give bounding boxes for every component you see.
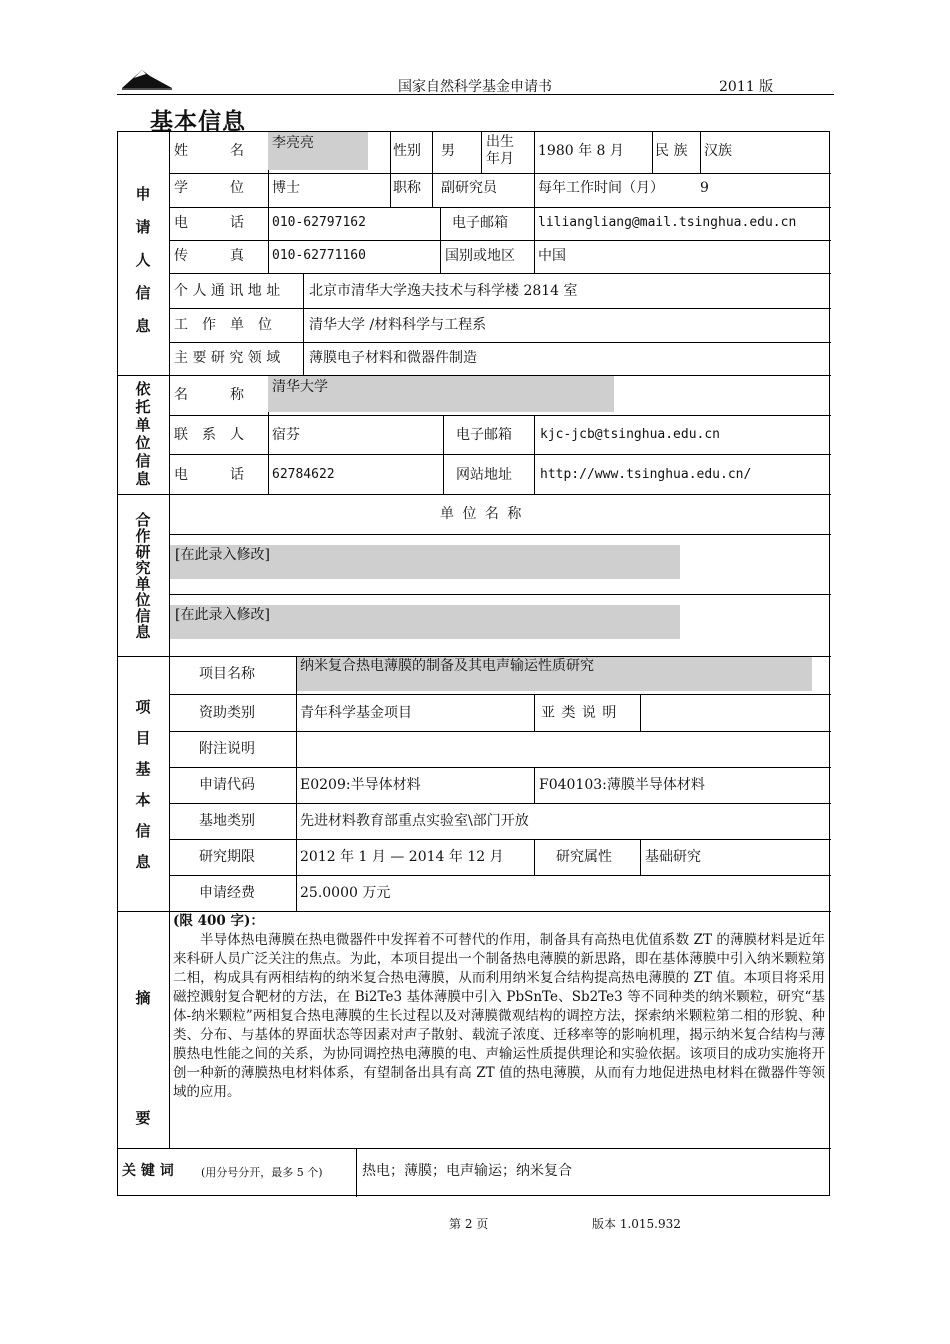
cooperation-header: 单 位 名 称 xyxy=(440,506,524,522)
institution-email-label: 电子邮箱 xyxy=(456,427,512,443)
applicant-unit-label: 工 作 单 位 xyxy=(174,317,272,333)
cooperation-row-1[interactable]: [在此录入修改] xyxy=(175,547,270,563)
project-fund-field[interactable]: 25.0000 万元 xyxy=(300,885,391,901)
institution-contact-label: 联 系 人 xyxy=(174,427,244,443)
footer-version: 版本 1.015.932 xyxy=(592,1217,681,1231)
applicant-country-field[interactable]: 中国 xyxy=(538,248,566,264)
project-code2-field[interactable]: F040103:薄膜半导体材料 xyxy=(539,777,705,793)
footer-page: 第 2 页 xyxy=(449,1217,489,1231)
project-period-label: 研究期限 xyxy=(199,849,255,865)
institution-phone-label: 电 话 xyxy=(174,467,244,483)
institution-contact-field[interactable]: 宿芬 xyxy=(272,427,300,443)
applicant-gender-field[interactable]: 男 xyxy=(441,143,455,159)
applicant-email-field[interactable]: liliangliang@mail.tsinghua.edu.cn xyxy=(538,215,797,230)
project-code-label: 申请代码 xyxy=(199,777,255,793)
project-type-label: 资助类别 xyxy=(199,705,255,721)
abstract-limit: (限 400 字)： xyxy=(173,913,264,929)
keywords-label: 关 键 词 xyxy=(122,1163,174,1179)
cooperation-row-2[interactable]: [在此录入修改] xyxy=(175,607,270,623)
section-applicant-text: 申 请 人 信 息 xyxy=(135,185,151,335)
project-note-label: 附注说明 xyxy=(199,741,255,757)
applicant-address-label: 个 人 通 讯 地 址 xyxy=(174,283,281,299)
section-cooperation-label xyxy=(131,512,155,640)
section-abstract-text: 摘 要 xyxy=(135,989,151,1127)
applicant-field-label: 主 要 研 究 领 域 xyxy=(174,350,281,366)
keywords-field[interactable]: 热电；薄膜；电声输运；纳米复合 xyxy=(362,1163,572,1179)
applicant-phone-label: 电 话 xyxy=(174,215,244,231)
section-project-label xyxy=(131,692,155,878)
institution-web-field[interactable]: http://www.tsinghua.edu.cn/ xyxy=(540,467,752,482)
institution-name-field[interactable]: 清华大学 xyxy=(272,379,328,395)
institution-email-field[interactable]: kjc-jcb@tsinghua.edu.cn xyxy=(540,427,721,442)
project-name-field[interactable]: 纳米复合热电薄膜的制备及其电声输运性质研究 xyxy=(300,658,594,674)
page-title: 基本信息 xyxy=(150,109,246,135)
project-attr-label: 研究属性 xyxy=(556,849,612,865)
header-title: 国家自然科学基金申请书 xyxy=(398,79,552,95)
project-type-field[interactable]: 青年科学基金项目 xyxy=(300,705,412,721)
applicant-birth-label: 出生年月 xyxy=(486,134,514,167)
project-name-label: 项目名称 xyxy=(199,666,255,682)
institution-name-label: 名 称 xyxy=(174,387,244,403)
project-code1-field[interactable]: E0209:半导体材料 xyxy=(300,777,421,793)
project-attr-field[interactable]: 基础研究 xyxy=(645,849,701,865)
keywords-hint: (用分号分开，最多 5 个) xyxy=(201,1166,323,1179)
applicant-address-field[interactable]: 北京市清华大学逸夫技术与科学楼 2814 室 xyxy=(309,283,578,299)
project-base-field[interactable]: 先进材料教育部重点实验室\部门开放 xyxy=(300,813,529,829)
applicant-country-label: 国别或地区 xyxy=(445,248,515,264)
institution-phone-field[interactable]: 62784622 xyxy=(272,467,335,482)
applicant-ethnic-field[interactable]: 汉族 xyxy=(704,143,732,159)
applicant-name-label: 姓 名 xyxy=(174,143,244,159)
applicant-phone-field[interactable]: 010-62797162 xyxy=(272,215,366,230)
applicant-name-field[interactable]: 李亮亮 xyxy=(272,135,314,151)
applicant-ethnic-label: 民 族 xyxy=(655,143,688,159)
section-abstract-label xyxy=(131,938,155,1178)
project-period-field[interactable]: 2012 年 1 月 — 2014 年 12 月 xyxy=(300,849,504,865)
applicant-fax-field[interactable]: 010-62771160 xyxy=(272,248,366,263)
project-subtype-label: 亚 类 说 明 xyxy=(541,705,618,721)
applicant-degree-label: 学 位 xyxy=(174,180,244,196)
header-rule xyxy=(117,94,834,95)
abstract-block[interactable] xyxy=(173,912,825,1102)
section-institution-label xyxy=(131,380,155,488)
project-fund-label: 申请经费 xyxy=(199,885,255,901)
nsfc-logo-icon xyxy=(120,60,174,92)
applicant-birth-field[interactable]: 1980 年 8 月 xyxy=(538,143,624,159)
applicant-unit-field[interactable]: 清华大学 /材料科学与工程系 xyxy=(309,317,487,333)
section-project-text: 项 目 基 本 信 息 xyxy=(135,698,151,871)
abstract-text: 半导体热电薄膜在热电微器件中发挥着不可替代的作用，制备具有高热电优值系数 ZT 的薄膜材料是近年来科研人员广泛关注的焦点。为此，本项目提出一个制备热电薄膜的新思路，即在基体薄膜中引入纳米颗粒第二相，构成具有两相结构的纳米复合热电薄膜，从而利用纳米复合结构提高热电薄膜的 ZT 值。本项目将采用磁控溅射复合靶材的方法，在 Bi2Te3 基体薄膜中引入 PbSnTe、Sb2Te3 等不同种类的纳米颗粒，研究“基体-纳米颗粒”两相复合热电薄膜的生长过程以及对薄膜微观结构的调控方法，探索纳米颗粒第二相的形貌、种类、分布、与基体的界面状态等因素对声子散射、载流子浓度、迁移率等的影响机理，揭示纳米复合结构与薄膜热电性能之间的关系，为协同调控热电薄膜的电、声输运性质提供理论和实验依据。该项目的成功实施将开创一种新的薄膜热电材料体系，有望制备出具有高 ZT 值的热电薄膜，从而有力地促进热电材料在微器件等领域的应用。 xyxy=(173,932,825,1100)
section-cooperation-text: 合 作 研 究 单 位 信 息 xyxy=(135,511,151,641)
project-base-label: 基地类别 xyxy=(199,813,255,829)
section-institution-text: 依 托 单 位 信 息 xyxy=(135,380,151,488)
applicant-email-label: 电子邮箱 xyxy=(452,215,508,231)
institution-web-label: 网站地址 xyxy=(456,467,512,483)
applicant-field-field[interactable]: 薄膜电子材料和微器件制造 xyxy=(309,350,477,366)
applicant-worktime-label: 每年工作时间（月） xyxy=(538,180,664,196)
applicant-title-label: 职称 xyxy=(393,180,421,196)
applicant-gender-label: 性别 xyxy=(393,143,421,159)
applicant-degree-field[interactable]: 博士 xyxy=(272,180,300,196)
applicant-fax-label: 传 真 xyxy=(174,248,244,264)
applicant-title-field[interactable]: 副研究员 xyxy=(441,180,497,196)
section-applicant-label xyxy=(131,178,155,343)
applicant-worktime-field[interactable]: 9 xyxy=(700,180,709,196)
header-version: 2011 版 xyxy=(719,79,774,95)
